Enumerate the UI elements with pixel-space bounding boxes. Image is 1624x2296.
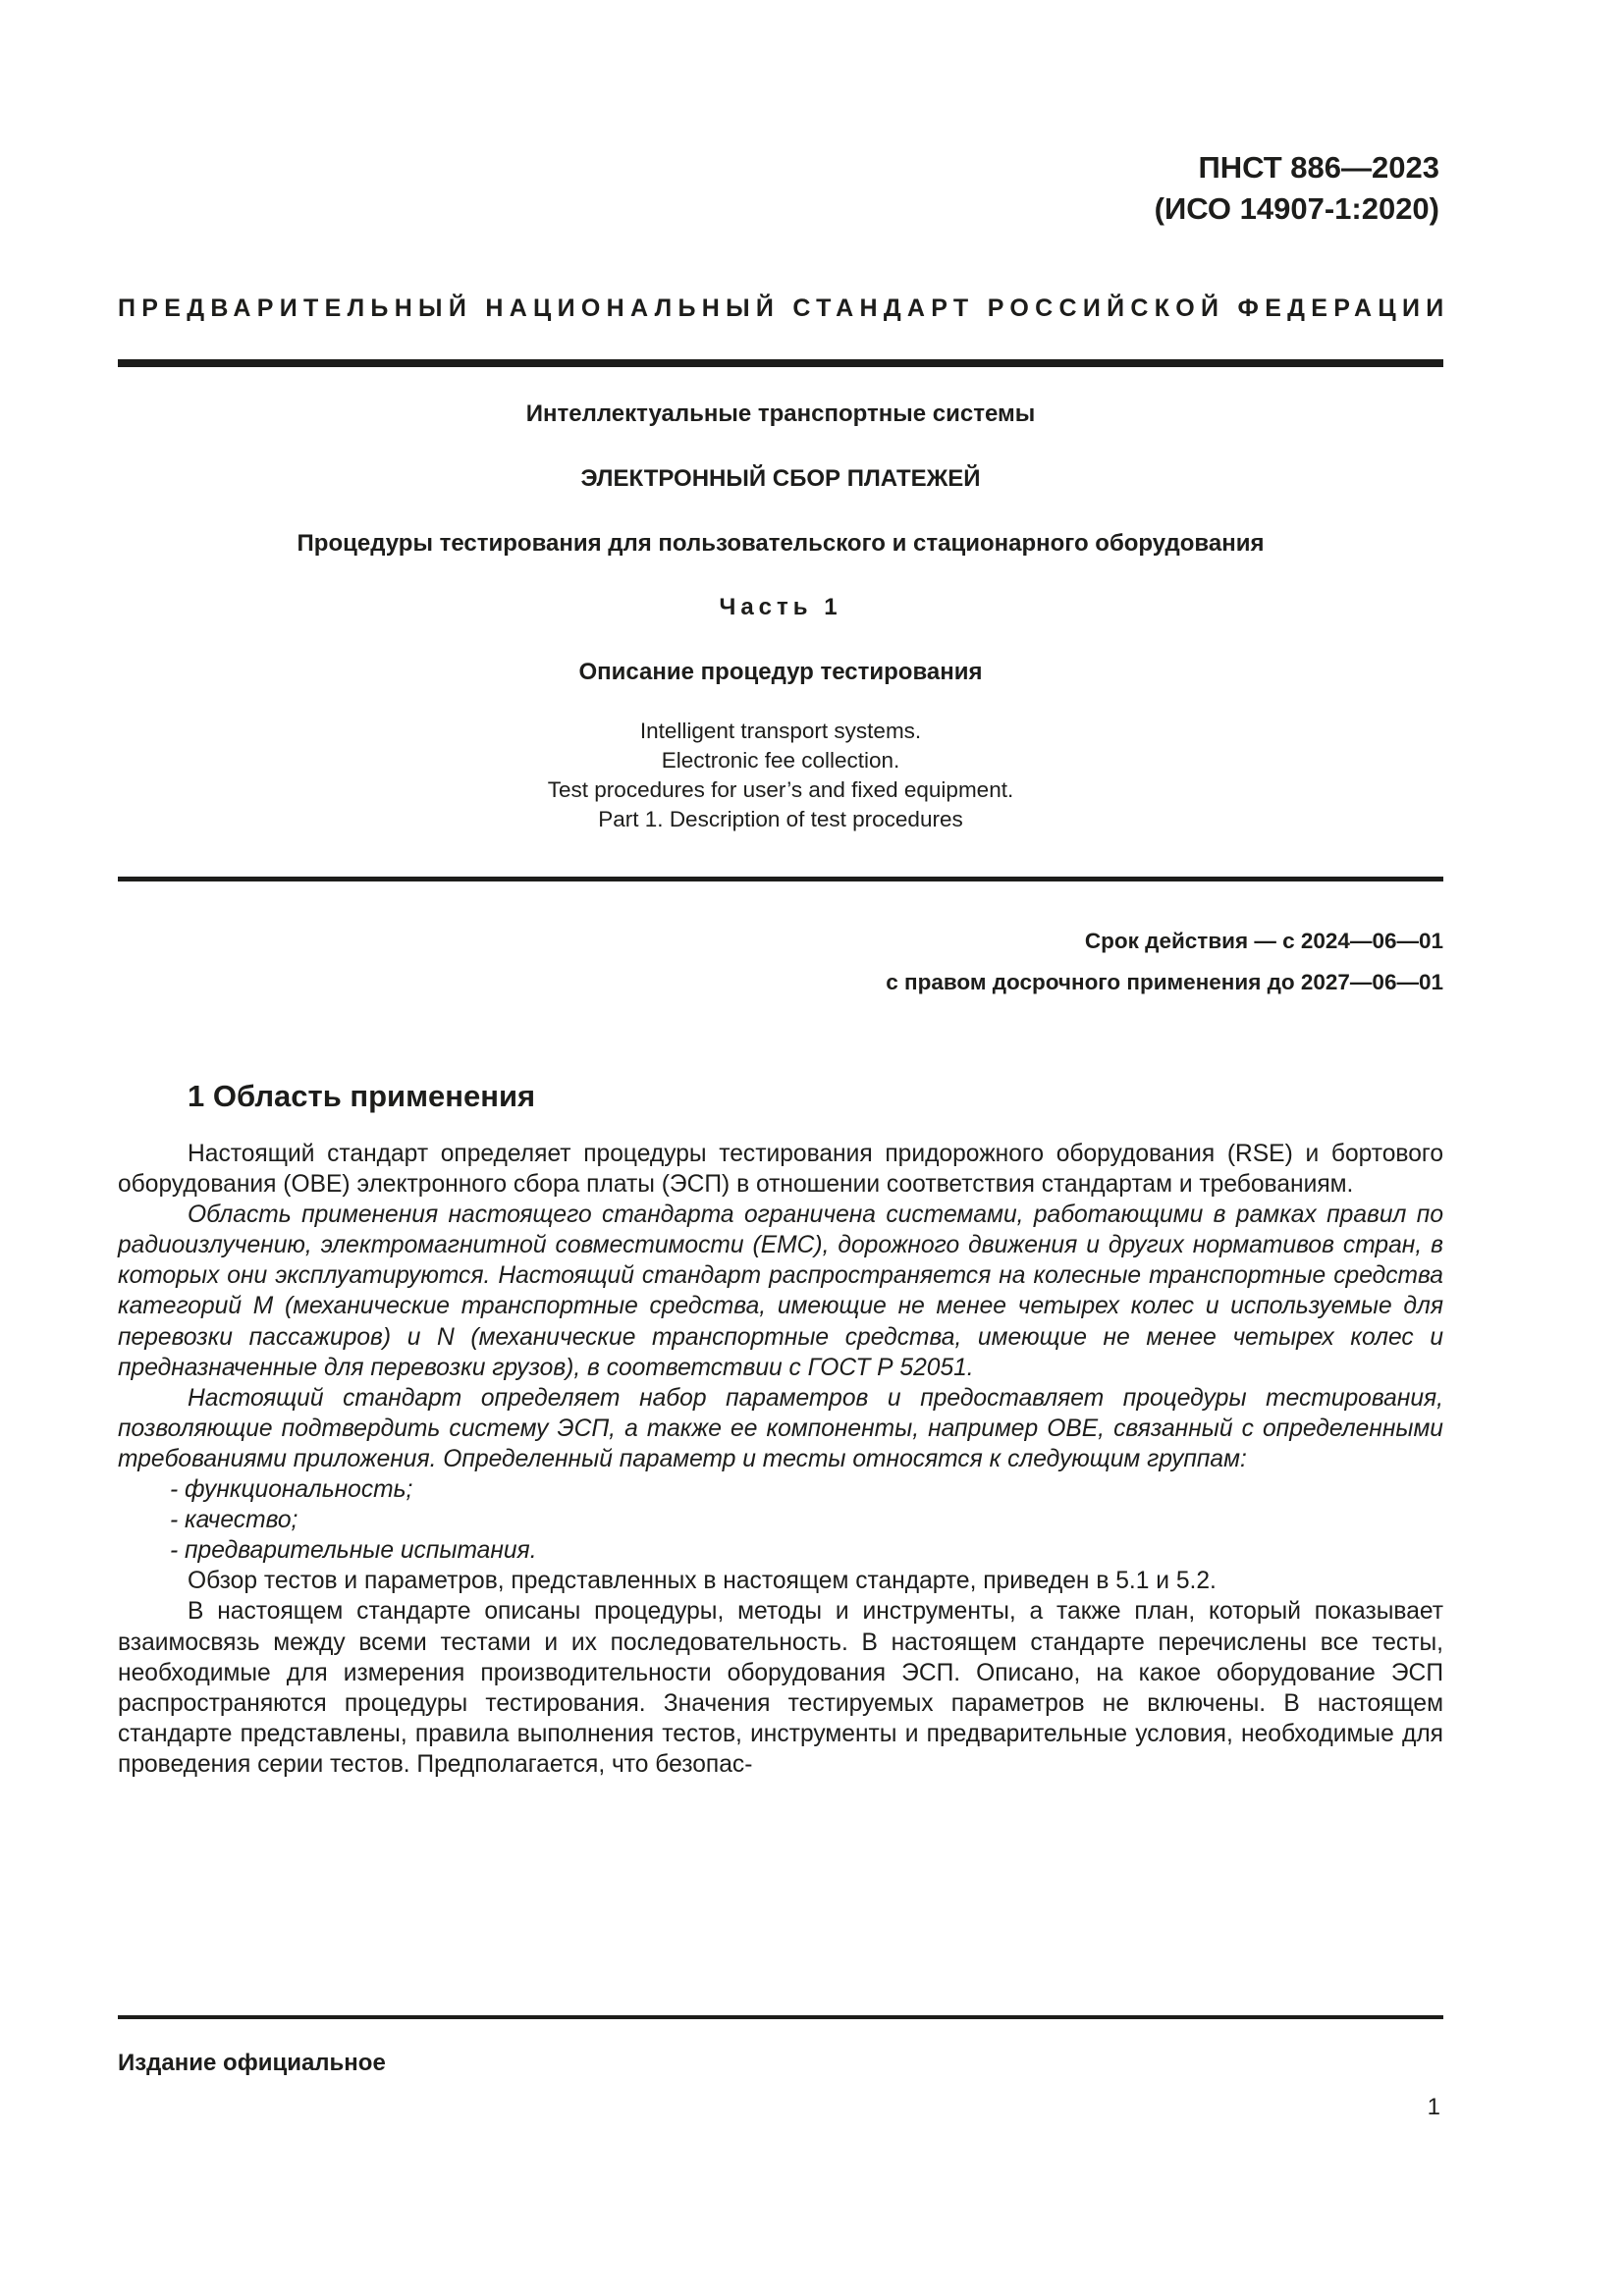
paragraph-italic: Настоящий стандарт определяет набор параметров и предоставляет процедуры тестирования, позволяющие подтвердить систему ЭСП, а также ее компоненты, например OBE, связанный с определенными требованиями приложения. Определенный параметр и тесты относятся к следующим группам: <box>118 1384 1443 1472</box>
english-title-line: Part 1. Description of test procedures <box>598 807 963 831</box>
english-title <box>118 717 1443 834</box>
footer-divider <box>118 2015 1443 2019</box>
english-title-line: Test procedures for user’s and fixed equipment. <box>547 777 1014 802</box>
early-use-date: с правом досрочного применения до 2027—06—01 <box>886 970 1443 994</box>
top-divider <box>118 359 1443 367</box>
part-subtitle: Описание процедур тестирования <box>578 659 983 685</box>
validity-block <box>886 921 1443 1003</box>
section-body <box>118 1139 1443 1780</box>
english-title-line: Intelligent transport systems. <box>639 719 922 743</box>
paragraph-italic: Область применения настоящего стандарта ограничена системами, работающими в рамках правил по радиоизлучению, электромагнитной совместимости (EMC), дорожного движения и других нормативов стран, в которых они эксплуатируются. Настоящий стандарт распространяется на колесные транспортные средства категорий M (механические транспортные средства, имеющие не менее четырех колес и используемые для перевозки пассажиров) и N (механические транспортные средства, имеющие не менее четырех колес и предназначенные для перевозки грузов), в соответствии с ГОСТ Р 52051. <box>118 1201 1443 1381</box>
list-item: - предварительные испытания. <box>170 1537 537 1565</box>
page-number: 1 <box>1427 2094 1440 2120</box>
title-bottom-divider <box>118 877 1443 881</box>
standard-type: ПРЕДВАРИТЕЛЬНЫЙ НАЦИОНАЛЬНЫЙ СТАНДАРТ РОССИЙСКОЙ ФЕДЕРАЦИИ <box>118 294 1450 322</box>
title-line-3: Процедуры тестирования для пользовательского и стационарного оборудования <box>297 530 1265 557</box>
english-title-line: Electronic fee collection. <box>661 748 900 773</box>
iso-reference: (ИСО 14907-1:2020) <box>1154 191 1439 226</box>
paragraph: Настоящий стандарт определяет процедуры тестирования придорожного оборудования (RSE) и бортового оборудования (OBE) электронного сбора платы (ЭСП) в отношении соответствия стандартам и требованиям. <box>118 1141 1443 1199</box>
paragraph: В настоящем стандарте описаны процедуры, методы и инструменты, а также план, который показывает взаимосвязь между всеми тестами и их последовательность. В настоящем стандарте перечислены все тесты, необходимые для измерения производительности оборудования ЭСП. Описано, на какое оборудование ЭСП распространяются процедуры тестирования. Значения тестируемых параметров не включены. В настоящем стандарте представлены, правила выполнения тестов, инструменты и предварительные условия, необходимые для проведения серии тестов. Предполагается, что безопас- <box>118 1598 1443 1778</box>
paragraph: Обзор тестов и параметров, представленных в настоящем стандарте, приведен в 5.1 и 5.2. <box>188 1568 1217 1595</box>
standard-number: ПНСТ 886—2023 <box>1198 150 1439 185</box>
parameter-group-list <box>118 1474 1443 1566</box>
effective-date: Срок действия — с 2024—06—01 <box>1084 929 1443 953</box>
official-edition-label: Издание официальное <box>118 2050 386 2076</box>
part-label: Часть 1 <box>719 594 842 620</box>
list-item: - качество; <box>170 1507 298 1534</box>
standard-designation-block <box>1155 147 1439 230</box>
title-line-2: ЭЛЕКТРОННЫЙ СБОР ПЛАТЕЖЕЙ <box>580 465 981 492</box>
list-item: - функциональность; <box>170 1476 413 1504</box>
title-line-1: Интеллектуальные транспортные системы <box>525 400 1036 427</box>
section-heading: 1 Область применения <box>188 1079 536 1113</box>
